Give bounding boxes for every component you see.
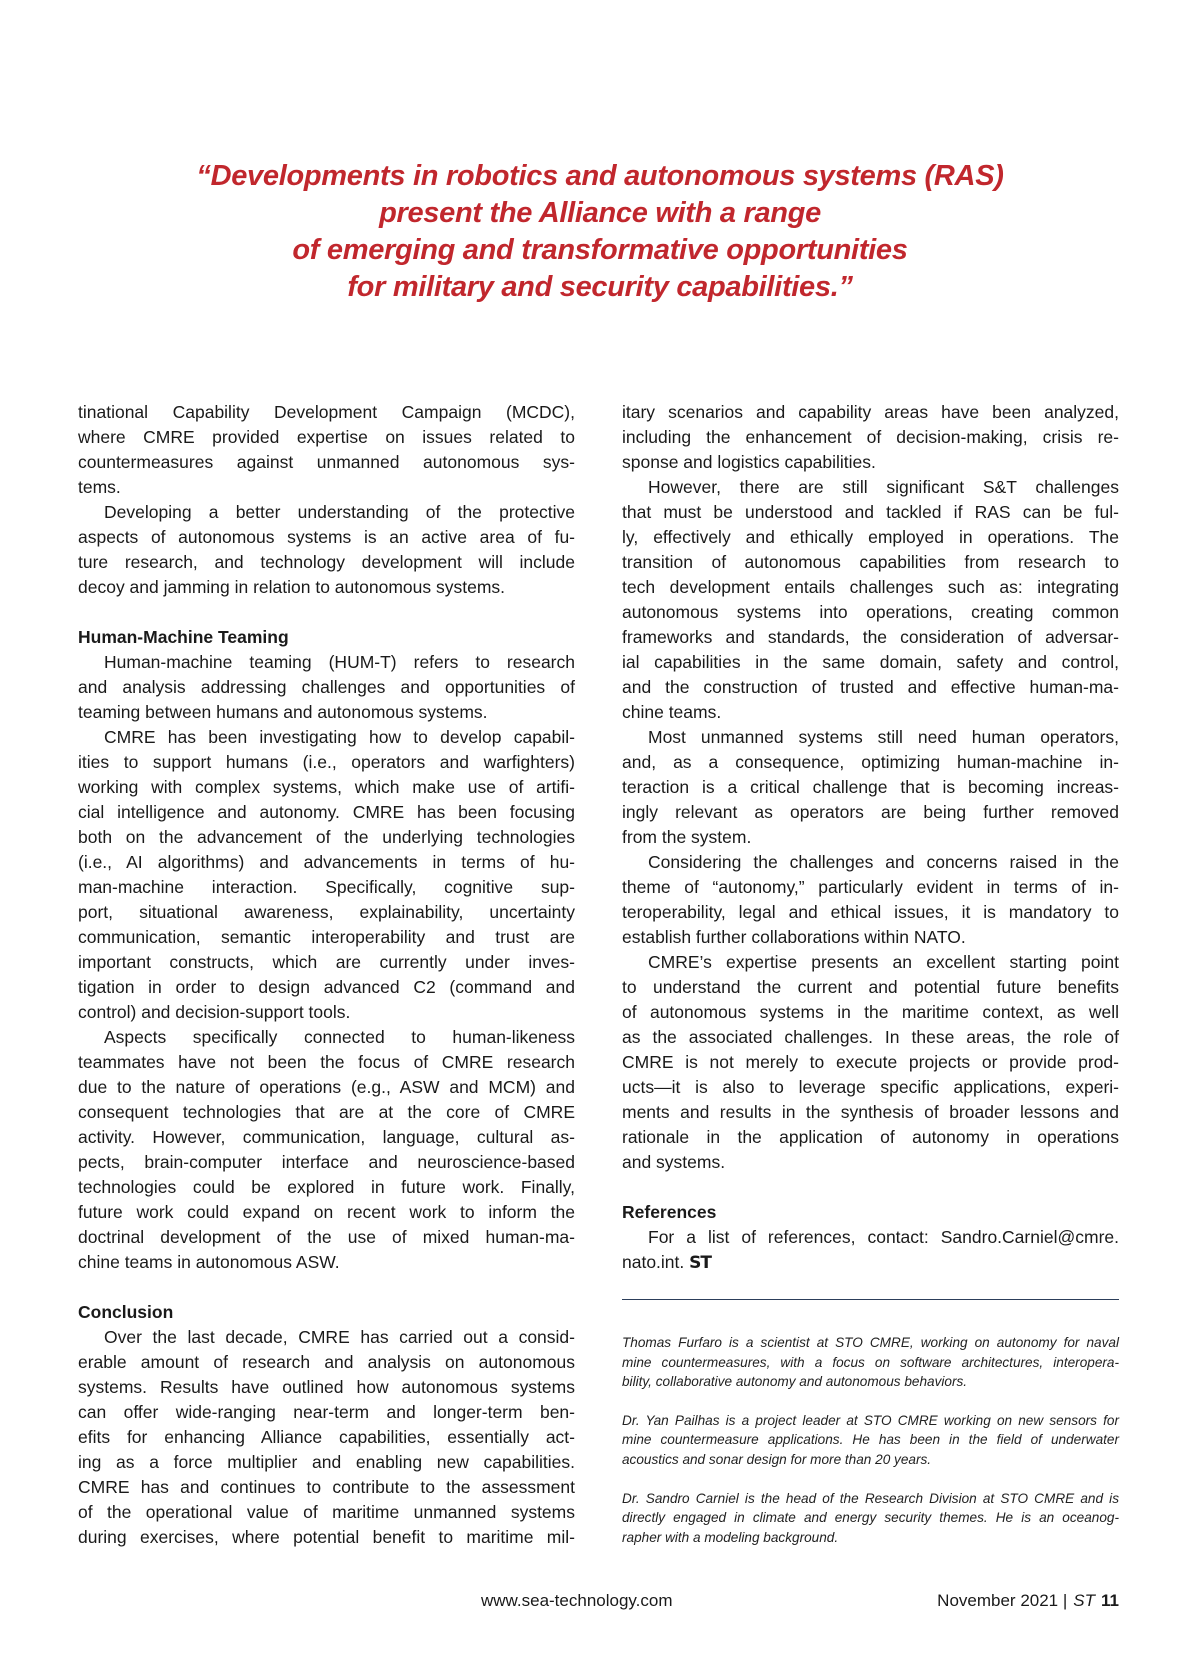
text-line: including the enhancement of decision-making, crisis re- — [622, 427, 1119, 447]
bio-line: mine countermeasure applications. He has been in the field of underwater — [622, 1432, 1119, 1448]
text-line: ments and results in the synthesis of broader lessons and — [622, 1102, 1119, 1122]
text-line: (i.e., AI algorithms) and advancements in terms of hu- — [78, 852, 575, 872]
text-line: where CMRE provided expertise on issues related to — [78, 427, 575, 447]
spacer — [78, 1275, 575, 1300]
text-line: aspects of autonomous systems is an active area of fu- — [78, 527, 575, 547]
text-line: CMRE has and continues to contribute to the assessment — [78, 1477, 575, 1497]
text-line: ities to support humans (i.e., operators and warfighters) — [78, 752, 575, 772]
text-line: tigation in order to design advanced C2 (command and — [78, 977, 575, 997]
text-line: control) and decision-support tools. — [78, 1002, 351, 1022]
page-number: 11 — [1101, 1591, 1119, 1610]
pull-quote-line: “Developments in robotics and autonomous systems (RAS) — [196, 160, 1004, 192]
bio-line: bility, collaborative autonomy and autonomous behaviors. — [622, 1374, 968, 1390]
references-email-end: nato.int. — [622, 1252, 685, 1272]
bio-line: directly engaged in climate and energy security themes. He is an oceanog- — [622, 1510, 1119, 1526]
section-heading: References — [622, 1202, 717, 1222]
text-line: and analysis addressing challenges and opportunities of — [78, 677, 575, 697]
text-line: port, situational awareness, explainability, uncertainty — [78, 902, 575, 922]
text-line: man-machine interaction. Specifically, cognitive sup- — [78, 877, 575, 897]
bio-line: Dr. Yan Pailhas is a project leader at STO CMRE working on new sensors for — [622, 1412, 1119, 1428]
text-line: during exercises, where potential benefit to maritime mil- — [78, 1527, 575, 1547]
text-line: tinational Capability Development Campaign (MCDC), — [78, 402, 575, 422]
text-line: technologies could be explored in future work. Finally, — [78, 1177, 575, 1197]
divider-rule — [622, 1299, 1119, 1300]
text-line: decoy and jamming in relation to autonomous systems. — [78, 577, 506, 597]
text-line: ture research, and technology development will include — [78, 552, 575, 572]
pull-quote-line: of emerging and transformative opportunities — [292, 234, 908, 266]
text-line: consequent technologies that are at the core of CMRE — [78, 1102, 575, 1122]
text-line: erable amount of research and analysis on autonomous — [78, 1352, 575, 1372]
text-line: CMRE has been investigating how to develop capabil- — [104, 727, 575, 747]
text-line: important constructs, which are currently under inves- — [78, 952, 575, 972]
text-line: Considering the challenges and concerns raised in the — [648, 852, 1119, 872]
website-url[interactable]: www.sea-technology.com — [481, 1591, 673, 1610]
text-line: and, as a consequence, optimizing human-machine in- — [622, 752, 1119, 772]
text-line: can offer wide-ranging near-term and longer-term ben- — [78, 1402, 575, 1422]
references-end — [622, 1250, 1119, 1275]
text-line: ucts—it is also to leverage specific applications, experi- — [622, 1077, 1119, 1097]
text-line: of the operational value of maritime unmanned systems — [78, 1502, 575, 1522]
text-line: and systems. — [622, 1152, 726, 1172]
text-line: and the construction of trusted and effective human-ma- — [622, 677, 1119, 697]
text-line: tems. — [78, 477, 121, 497]
text-line: from the system. — [622, 827, 752, 847]
page-footer — [937, 1591, 1119, 1611]
bio-line: rapher with a modeling background. — [622, 1529, 839, 1545]
text-line: countermeasures against unmanned autonomous sys- — [78, 452, 575, 472]
left-column — [78, 400, 575, 1550]
text-line: teroperability, legal and ethical issues, it is mandatory to — [622, 902, 1119, 922]
text-line: both on the advancement of the underlying technologies — [78, 827, 575, 847]
text-line: as the associated challenges. In these areas, the role of — [622, 1027, 1119, 1047]
bio-line: mine countermeasures, with a focus on software architectures, interopera- — [622, 1354, 1119, 1370]
spacer — [622, 1175, 1119, 1200]
text-line: systems. Results have outlined how autonomous systems — [78, 1377, 575, 1397]
author-bio — [622, 1333, 1119, 1392]
text-line: future work could expand on recent work to inform the — [78, 1202, 575, 1222]
right-column — [622, 400, 1119, 1275]
section-heading: Human-Machine Teaming — [78, 627, 289, 647]
text-line: Aspects specifically connected to human-likeness — [104, 1027, 575, 1047]
pull-quote-line: for military and security capabilities.” — [347, 271, 853, 303]
text-line: Most unmanned systems still need human operators, — [648, 727, 1119, 747]
author-bio — [622, 1489, 1119, 1548]
text-line: communication, semantic interoperability and trust are — [78, 927, 575, 947]
text-line: sponse and logistics capabilities. — [622, 452, 876, 472]
text-line: to understand the current and potential future benefits — [622, 977, 1119, 997]
spacer — [78, 600, 575, 625]
issue-date: November 2021 | — [937, 1591, 1068, 1610]
text-line: Human-machine teaming (HUM-T) refers to research — [104, 652, 575, 672]
text-line: tech development entails challenges such as: integrating — [622, 577, 1119, 597]
text-line: due to the nature of operations (e.g., ASW and MCM) and — [78, 1077, 575, 1097]
text-line: establish further collaborations within NATO. — [622, 927, 966, 947]
text-line: doctrinal development of the use of mixed human-ma- — [78, 1227, 575, 1247]
text-line: teammates have not been the focus of CMRE research — [78, 1052, 575, 1072]
bio-line: Dr. Sandro Carniel is the head of the Research Division at STO CMRE and is — [622, 1490, 1119, 1506]
text-line: However, there are still significant S&T challenges — [648, 477, 1119, 497]
text-line: teraction is a critical challenge that is becoming increas- — [622, 777, 1119, 797]
text-line: efits for enhancing Alliance capabilities, essentially act- — [78, 1427, 575, 1447]
text-line: teaming between humans and autonomous systems. — [78, 702, 488, 722]
text-line: CMRE’s expertise presents an excellent starting point — [648, 952, 1119, 972]
pull-quote — [100, 158, 1100, 306]
text-line: autonomous systems into operations, creating common — [622, 602, 1119, 622]
text-line: that must be understood and tackled if RAS can be ful- — [622, 502, 1119, 522]
text-line: ly, effectively and ethically employed in operations. The — [622, 527, 1119, 547]
text-line: Over the last decade, CMRE has carried out a consid- — [104, 1327, 575, 1347]
text-line: itary scenarios and capability areas have been analyzed, — [622, 402, 1119, 422]
pull-quote-line: present the Alliance with a range — [379, 197, 821, 229]
text-line: chine teams in autonomous ASW. — [78, 1252, 340, 1272]
st-end-mark: ST — [689, 1253, 711, 1273]
text-line: theme of “autonomy,” particularly evident in terms of in- — [622, 877, 1119, 897]
text-line: cial intelligence and autonomy. CMRE has been focusing — [78, 802, 575, 822]
text-line: frameworks and standards, the consideration of adversar- — [622, 627, 1119, 647]
text-line: working with complex systems, which make use of artifi- — [78, 777, 575, 797]
author-bio — [622, 1411, 1119, 1470]
text-line: chine teams. — [622, 702, 722, 722]
text-line: ingly relevant as operators are being further removed — [622, 802, 1119, 822]
text-line: Developing a better understanding of the protective — [104, 502, 575, 522]
author-bios — [622, 1333, 1119, 1566]
text-line: transition of autonomous capabilities from research to — [622, 552, 1119, 572]
text-line: For a list of references, contact: Sandro.Carniel@cmre. — [648, 1227, 1119, 1247]
text-line: rationale in the application of autonomy in operations — [622, 1127, 1119, 1147]
text-line: CMRE is not merely to execute projects or provide prod- — [622, 1052, 1119, 1072]
bio-line: Thomas Furfaro is a scientist at STO CMRE, working on autonomy for naval — [622, 1335, 1119, 1350]
magazine-abbrev: ST — [1073, 1591, 1096, 1610]
text-line: activity. However, communication, language, cultural as- — [78, 1127, 575, 1147]
bio-line: acoustics and sonar design for more than 20 years. — [622, 1451, 932, 1467]
section-heading: Conclusion — [78, 1302, 174, 1322]
text-line: ing as a force multiplier and enabling new capabilities. — [78, 1452, 575, 1472]
text-line: pects, brain-computer interface and neuroscience-based — [78, 1152, 575, 1172]
text-line: ial capabilities in the same domain, safety and control, — [622, 652, 1119, 672]
text-line: of autonomous systems in the maritime context, as well — [622, 1002, 1119, 1022]
